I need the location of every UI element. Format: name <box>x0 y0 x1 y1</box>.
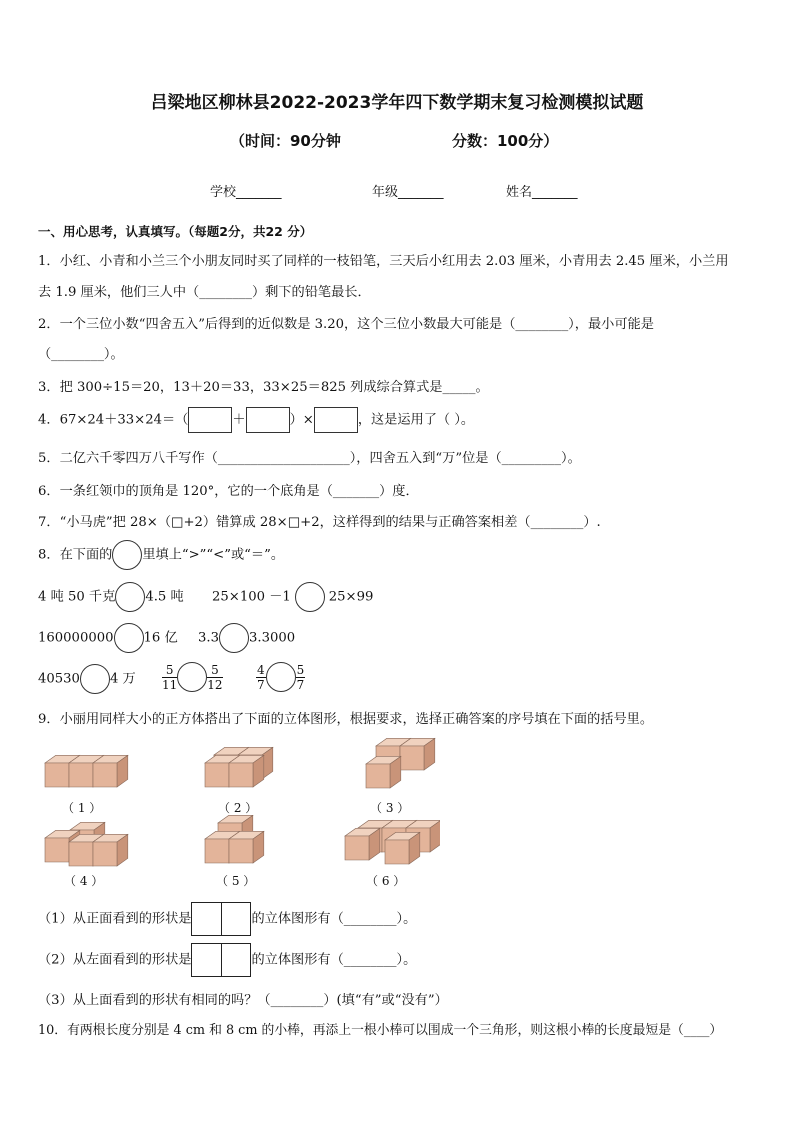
figure-4-image <box>40 820 130 868</box>
cube-face <box>385 840 409 864</box>
cube-face <box>69 842 93 866</box>
figure-5-label: （ 5 ） <box>216 874 256 888</box>
question-8-row-1b <box>212 582 373 612</box>
question-4-plus: ＋ <box>232 412 246 428</box>
question-8-row-3b <box>162 662 223 692</box>
question-2-line-1: 2．一个三位小数“四舍五入”后得到的近似数是 3.20，这个三位小数最大可能是（________），最小可能是 <box>38 317 654 332</box>
cube-face <box>366 764 390 788</box>
question-10: 10．有两根长度分别是 4 cm 和 8 cm 的小棒，再添上一根小棒可以围成一个三角形，则这根小棒的长度最短是（____） <box>38 1023 723 1038</box>
cube-face <box>205 763 229 787</box>
question-9-sub-3: （3）从上面看到的形状有相同的吗？（________）(填“有”或“没有”） <box>38 993 448 1008</box>
cube-face <box>93 842 117 866</box>
compare-left: 3.3 <box>198 630 219 646</box>
compare-left: 40530 <box>38 671 80 687</box>
question-8-row-2a <box>38 623 178 653</box>
exam-score: 分数：100分） <box>452 132 559 150</box>
question-1-line-2: 去 1.9 厘米，他们三人中（________）剩下的铅笔最长． <box>38 285 371 300</box>
compare-left: 4 吨 50 千克 <box>38 589 116 605</box>
name-field[interactable]: 姓名_______ <box>506 185 578 200</box>
question-8-row-2b <box>198 623 295 653</box>
figure-2-image <box>200 745 280 793</box>
sub-question-text: （2）从左面看到的形状是 <box>38 952 192 968</box>
question-8-row-1a <box>38 582 184 612</box>
figure-3-image <box>356 736 436 794</box>
figure-3-label: （ 3 ） <box>370 801 410 815</box>
figure-6-image <box>340 818 440 868</box>
compare-circle[interactable] <box>266 662 296 692</box>
question-9-sub-2 <box>38 943 416 977</box>
compare-right: 25×99 <box>328 589 374 605</box>
cube-face <box>345 836 369 860</box>
answer-box[interactable] <box>314 407 358 433</box>
figure-2-label: （ 2 ） <box>218 801 258 815</box>
question-7: 7．“小马虎”把 28×（□+2）错算成 28×□+2，这样得到的结果与正确答案相差（________）. <box>38 515 601 530</box>
question-4-text-a: 4．67×24＋33×24＝（ <box>38 412 189 428</box>
sub-question-text: （1）从正面看到的形状是 <box>38 911 192 927</box>
question-9-sub-1 <box>38 902 416 936</box>
compare-right: 4.5 吨 <box>145 589 184 605</box>
sub-question-text: 的立体图形有（________）。 <box>251 911 417 927</box>
compare-right: 4 万 <box>109 671 136 687</box>
cube-face <box>229 763 253 787</box>
question-4 <box>38 407 474 433</box>
figure-1-label: （ 1 ） <box>62 801 102 815</box>
compare-right: 3.3000 <box>248 630 296 646</box>
cube-face <box>45 838 69 862</box>
figure-6-label: （ 6 ） <box>366 874 406 888</box>
compare-circle[interactable] <box>80 664 110 694</box>
sub-question-text: 的立体图形有（________）。 <box>251 952 417 968</box>
fraction: $\frac{4}{7}$ <box>257 662 265 692</box>
compare-circle[interactable] <box>295 582 325 612</box>
two-square-shape <box>191 943 251 977</box>
compare-left: 160000000 <box>38 630 114 646</box>
question-3: 3．把 300÷15＝20，13＋20＝33，33×25＝825 列成综合算式是_____。 <box>38 380 489 395</box>
page-title: 吕梁地区柳林县2022-2023学年四下数学期末复习检测模拟试题 <box>150 93 644 113</box>
question-8-heading <box>38 540 284 570</box>
cube-face <box>93 763 117 787</box>
cube-face <box>205 839 229 863</box>
question-6: 6．一条红领巾的顶角是 120°，它的一个底角是（_______）度． <box>38 484 419 499</box>
question-2-line-2: （________）。 <box>38 347 124 362</box>
question-8-row-3a <box>38 664 136 694</box>
fraction: $\frac{5}{7}$ <box>296 662 305 692</box>
figure-5-image <box>200 815 270 870</box>
figure-1-image <box>40 745 140 793</box>
question-4-text-b: ）× <box>289 412 314 428</box>
exam-time: （时间：90分钟 <box>230 132 341 150</box>
answer-box[interactable] <box>188 407 232 433</box>
question-8-row-3c <box>256 662 305 692</box>
cube-face <box>400 746 424 770</box>
answer-box[interactable] <box>246 407 290 433</box>
fraction: $\frac{5}{12}$ <box>207 662 223 692</box>
compare-circle[interactable] <box>219 623 249 653</box>
question-8-text-b: 里填上“>”“<”或“＝”。 <box>142 547 285 563</box>
question-4-text-c: ，这是运用了（ ）。 <box>357 412 475 428</box>
compare-left: 25×100 －1 <box>212 589 291 605</box>
grade-field[interactable]: 年级_______ <box>372 185 444 200</box>
cube-face <box>69 763 93 787</box>
section-heading: 一、用心思考，认真填写。（每题2分，共22 分） <box>38 224 313 239</box>
two-square-shape <box>191 902 251 936</box>
cube-face <box>45 763 69 787</box>
compare-circle[interactable] <box>114 623 144 653</box>
question-1-line-1: 1．小红、小青和小兰三个小朋友同时买了同样的一枝铅笔，三天后小红用去 2.03 厘米，小青用去 2.45 厘米，小兰用 <box>38 254 729 269</box>
cube-face <box>229 839 253 863</box>
question-8-text-a: 8．在下面的 <box>38 547 113 563</box>
school-field[interactable]: 学校_______ <box>210 185 282 200</box>
compare-right: 16 亿 <box>143 630 178 646</box>
compare-circle[interactable] <box>115 582 145 612</box>
compare-circle[interactable] <box>177 662 207 692</box>
figure-4-label: （ 4 ） <box>64 874 104 888</box>
compare-circle <box>112 540 142 570</box>
question-5: 5．二亿六千零四万八千写作（____________________），四舍五入到“万”位是（_________）。 <box>38 451 581 466</box>
fraction: $\frac{5}{11}$ <box>162 662 178 692</box>
question-9-heading: 9．小丽用同样大小的正方体搭出了下面的立体图形，根据要求，选择正确答案的序号填在下面的括号里。 <box>38 712 654 727</box>
